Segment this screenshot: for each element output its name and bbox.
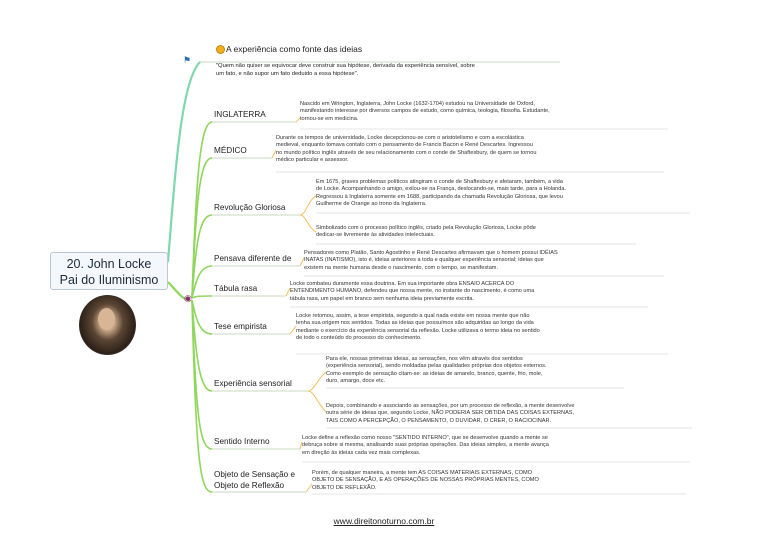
note-line: Nascido em Wrington, Inglaterra, John Locke (1632-1704) estudou na Universidade de Oxford, [300,101,535,107]
note-line: dedicar-se livremente às atividades intelectuais. [316,232,435,239]
note-line: de Locke. Acompanhando o amigo, exilou-se na França, deslocando-se, mais tarde, para a Holanda. [316,186,567,193]
note-line: Para ele, nossas primeiras ideias, as sensações, nos vêm através dos sentidos [326,356,523,362]
bullet-icon: ◉ [184,293,192,303]
note-line: tornou-se em medicina. [300,115,359,122]
branch-label-line: Objeto de Reflexão [214,481,285,490]
flag-icon: ⚑ [183,55,192,65]
central-subtitle: Pai do Iluminismo [59,273,159,287]
note-line: manifestando interesse por diversos campos de estudo, como química, teologia, filosofia. Estudante, [300,108,550,115]
note-revolucao-1 [316,179,566,208]
top-note-line: um fato, e não supor um fato deduido a essa hipótese". [216,71,359,77]
portrait-face [98,308,115,330]
note-line: OBJETO DE REFLEXÃO. [312,484,377,491]
note-line: existem na mente humana desde o nascimento, com o tempo, se manifestam. [304,264,499,271]
note-experiencia-1 [326,356,546,385]
note-medico [276,135,536,164]
note-line: Locke combateu duramente essa doutrina. Em sua importante obra ENSAIO ACERCA DO [290,281,515,287]
top-note-line: "Quem não quiser se equivocar deve construir sua hipótese, derivada da experiência sensível, sobre [216,63,475,69]
note-line: Em 1675, graves problemas políticos atingiram o conde de Shaftesbury e afetaram, também, a vida [316,179,563,185]
note-line: duro, amargo, doce etc. [326,377,386,384]
note-line: INATAS (INATISMO), isto é, ideias anteriores a toda e qualquer experiência sensorial; ideias que [304,257,544,264]
note-line: de todo o conteúdo do processo do conhecimento. [296,334,422,341]
note-line: (experiência sensorial), sendo moldadas pelas qualidades próprias dos objetos externos. [326,363,547,370]
footer-link[interactable]: www.direitonoturno.com.br [333,516,435,526]
note-line: Locke retomou, assim, a tese empirista, segundo a qual nada existe em nossa mente que não [296,313,530,319]
note-line: Locke define a reflexão como nosso "SENTIDO INTERNO", que se desenvolve quando a mente se [302,435,548,441]
note-line: Porém, de qualquer maneira, a mente tem AS COISAS MATERIAIS EXTERNAS, COMO [312,470,532,476]
note-experiencia-2 [326,403,574,425]
branch-medico[interactable]: MÉDICO [214,146,247,155]
top-branch-title[interactable]: A experiência como fonte das ideias [226,44,363,54]
note-line: no mundo político inglês através de seu relacionamento com o conde de Shaftesbury, de quem se tornou [276,149,537,156]
branch-label-line: Objeto de Sensação e [214,470,296,479]
note-line: Regressou à Inglaterra somente em 1688, participando da chamada Revolução Gloriosa, que levou [316,193,563,200]
note-line: tábula rasa, um papel em branco sem nenhuma ideia previamente escrita. [290,295,475,302]
note-line: Como exemplo de sensação citam-se: as ideias de amarelo, branco, quente, frio, mole, [326,370,543,377]
note-line: em direção às ideias cada vez mais complexas. [302,449,421,456]
note-line: tenha sua origem nos sentidos. Todas as ideias que possuímos são adquiridas ao longo da vida [296,320,534,327]
note-line: Simbolizado com o processo político inglês, criado pela Revolução Gloriosa, Locke pôde [316,225,536,231]
note-line: Durante os tempos de universidade, Locke decepcionou-se com o aristotelismo e com a escolástica [276,135,524,141]
branch-tabula-rasa[interactable]: Tábula rasa [214,284,258,293]
note-pensava-diferente [304,250,558,272]
central-topic[interactable] [50,252,168,290]
note-revolucao-2 [316,225,536,240]
note-objeto [312,470,539,492]
branch-objeto-sensacao-reflexao[interactable] [214,469,295,491]
note-line: TAIS COMO A PERCEPÇÃO, O PENSAMENTO, O DUVIDAR, O CRER, O RACIOCINAR. [326,417,552,424]
note-sentido-interno [302,435,549,457]
note-line: médico particular e assessor. [276,156,349,163]
note-line: outra série de ideias que, segundo Locke, NÃO PODERIA SER OBTIDA DAS COISAS EXTERNAS, [326,410,575,417]
note-line: medieval, enquanto tomava contato com o pensamento de Francis Bacon e René Descartes. Ingressou [276,142,533,149]
branch-experiencia-sensorial[interactable]: Experiência sensorial [214,379,292,388]
note-tabula-rasa [290,281,534,303]
note-inglaterra [300,101,550,123]
note-tese-empirista [296,313,540,342]
branch-inglaterra[interactable]: INGLATERRA [214,110,266,119]
note-line: OBJETO DE SENSAÇÃO, E AS OPERAÇÕES DE NOSSAS PRÓPRIAS MENTES, COMO [312,477,539,484]
note-line: mediante o exercício da experiência sensorial da reflexão. Locke utilizava o termo ideia no sentido [296,327,540,334]
central-title: 20. John Locke [66,257,152,271]
branch-revolucao-gloriosa[interactable]: Revolução Gloriosa [214,203,286,212]
branch-sentido-interno[interactable]: Sentido Interno [214,437,270,446]
branch-pensava-diferente[interactable]: Pensava diferente de [214,254,292,263]
note-line: Guilherme de Orange ao trono da Inglaterra. [316,200,427,207]
note-line: Depois, combinando e associando as sensações, por um processo de reflexão, a mente desenvolve [326,403,575,409]
note-line: ENTENDIMENTO HUMANO, defendeu que nossa mente, no instante do nascimento, é como uma [290,288,535,295]
lightbulb-icon [216,45,225,54]
note-line: debruça sobre si mesma, analisando suas próprias operações. Das ideias simples, a mente avança [302,442,549,449]
branch-tese-empirista[interactable]: Tese empirista [214,322,267,331]
note-line: Pensadores como Platão, Santo Agostinho e René Descartes afirmavam que o homem possui IDÉIAS [304,250,558,256]
top-branch-note [216,62,475,78]
